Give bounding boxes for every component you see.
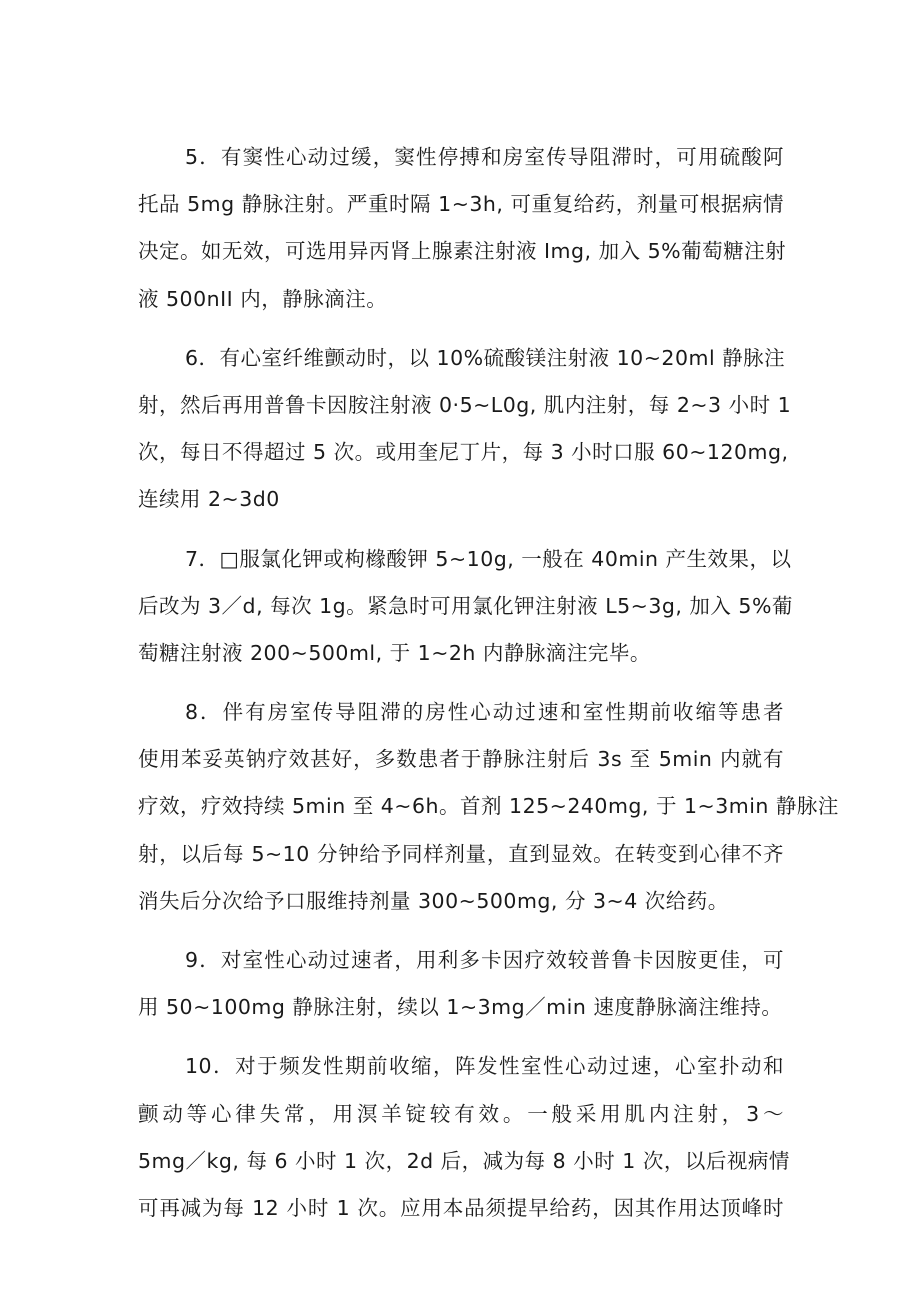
document-page — [138, 134, 839, 1244]
paragraph-item-10 — [138, 1043, 790, 1232]
text-line: 次，每日不得超过 5 次。或用奎尼丁片，每 3 小时口服 60~120mg, — [138, 440, 789, 465]
text-line: 液 500nII 内，静脉滴注。 — [138, 286, 388, 311]
paragraph-item-8 — [138, 689, 839, 925]
paragraph-item-5 — [138, 134, 787, 323]
paragraph-item-6 — [138, 335, 792, 524]
text-line: 8．伴有房室传导阻滞的房性心动过速和室性期前收缩等患者 — [185, 700, 784, 725]
text-line: 9．对室性心动过速者，用利多卡因疗效较普鲁卡因胺更佳，可 — [185, 948, 784, 972]
text-line: 7．□服氯化钾或枸橼酸钾 5~10g, 一般在 40min 产生效果，以 — [185, 546, 792, 571]
paragraph-item-7 — [138, 536, 793, 678]
text-line: 消失后分次给予口服维持剂量 300~500mg, 分 3~4 次给药。 — [138, 888, 729, 913]
text-line: 后改为 3／d, 每次 1g。紧急时可用氯化钾注射液 L5~3g, 加入 5%葡 — [138, 593, 793, 618]
text-line: 使用苯妥英钠疗效甚好，多数患者于静脉注射后 3s 至 5min 内就有 — [138, 747, 784, 772]
text-line: 5．有窦性心动过缓，窦性停搏和房室传导阻滞时，可用硫酸阿 — [185, 145, 784, 169]
text-line: 疗效，疗效持续 5min 至 4~6h。首剂 125~240mg, 于 1~3min 静脉注 — [138, 794, 839, 819]
paragraph-item-9 — [138, 937, 784, 1031]
text-line: 连续用 2~3d0 — [138, 487, 280, 512]
text-line: 决定。如无效，可选用异丙肾上腺素注射液 Img, 加入 5%葡萄糖注射 — [138, 239, 787, 264]
text-line: 托品 5mg 静脉注射。严重时隔 1~3h, 可重复给药，剂量可根据病情 — [138, 192, 784, 217]
text-line: 6．有心室纤维颤动时，以 10%硫酸镁注射液 10~20ml 静脉注 — [185, 345, 786, 370]
text-line: 可再减为每 12 小时 1 次。应用本品须提早给药，因其作用达顶峰时 — [138, 1195, 784, 1220]
text-line: 萄糖注射液 200~500ml, 于 1~2h 内静脉滴注完毕。 — [138, 640, 651, 665]
text-line: 5mg／kg, 每 6 小时 1 次，2d 后，减为每 8 小时 1 次，以后视病情 — [138, 1148, 790, 1173]
text-line: 射，以后每 5~10 分钟给予同样剂量，直到显效。在转变到心律不齐 — [138, 841, 784, 866]
text-line: 射，然后再用普鲁卡因胺注射液 0·5~L0g, 肌内注射，每 2~3 小时 1 — [138, 392, 792, 417]
text-line: 颤动等心律失常，用溟羊锭较有效。一般采用肌内注射，3～ — [138, 1101, 784, 1126]
text-line: 10．对于频发性期前收缩，阵发性室性心动过速，心室扑动和 — [185, 1054, 784, 1079]
text-line: 用 50~100mg 静脉注射，续以 1~3mg／min 速度静脉滴注维持。 — [138, 995, 783, 1020]
